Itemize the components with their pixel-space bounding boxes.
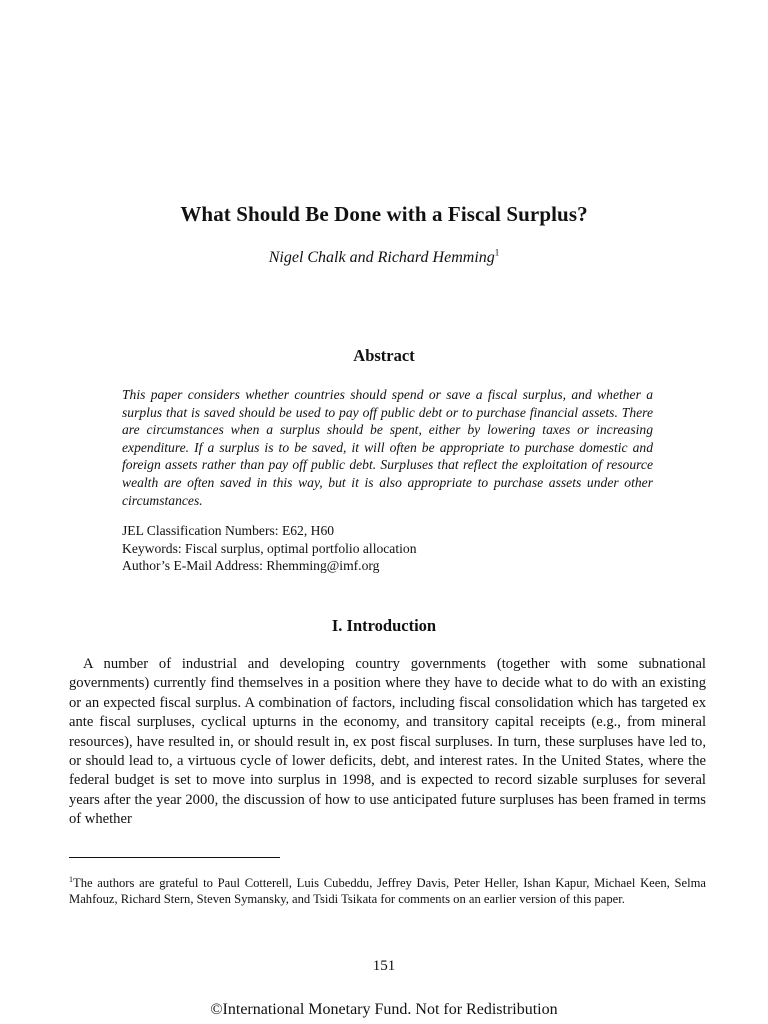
jel-classification: JEL Classification Numbers: E62, H60: [122, 523, 335, 538]
introduction-paragraph: A number of industrial and developing country governments (together with some subnational governments) currently find themselves in a position where they have to decide what to do with an existing or an expected fiscal surplus. A combination of factors, including fiscal consolidation which has targeted ex ante fiscal surpluses, cyclical upturns in the economy, and transitory capital receipts (e.g., from mineral resources), have resulted in, or should result in, ex post fiscal surpluses. In turn, these surpluses have led to, or should lead to, a virtuous cycle of lower deficits, debt, and interest rates. In the United States, where the federal budget is set to move into surplus in 1998, and is expected to record sizable surpluses for several years after the year 2000, the discussion of how to use anticipated future surpluses has been framed in terms of whether: [69, 656, 706, 828]
footnote-mark: 1: [69, 874, 73, 884]
keywords: Keywords: Fiscal surplus, optimal portfolio allocation: [122, 540, 417, 556]
author-footnote-mark: 1: [494, 247, 500, 258]
section-heading-introduction: I. Introduction: [331, 616, 437, 635]
copyright-notice: ©International Monetary Fund. Not for Redistribution: [210, 1001, 558, 1018]
author-line: [0, 249, 768, 267]
footnote-text: The authors are grateful to Paul Cotterell, Luis Cubeddu, Jeffrey Davis, Peter Heller, Ishan Kapur, Michael Keen, Selma Mahfouz, Richard Stern, Steven Symansky, and Tsidi Tsikata for comments on an earlier version of this paper.: [69, 876, 706, 907]
paper-title: What Should Be Done with a Fiscal Surplus?: [180, 202, 588, 226]
footnote-divider: [69, 857, 280, 858]
abstract-text: This paper considers whether countries should spend or save a fiscal surplus, and whether a surplus that is saved should be used to pay off public debt or to purchase financial assets. There are circumstances when a surplus should be spent, either by lowering taxes or increasing expenditure. If a surplus is to be saved, it will often be appropriate to purchase domestic and foreign assets rather than pay off public debt. Surpluses that reflect the exploitation of resource wealth are often saved in this way, but it is also appropriate to purchase assets under other circumstances.: [122, 387, 653, 508]
abstract-heading: Abstract: [353, 346, 415, 365]
author-names: Nigel Chalk and Richard Hemming: [268, 249, 495, 266]
paper-metadata: [122, 522, 653, 575]
page-number: 151: [372, 958, 396, 974]
author-email: Author’s E-Mail Address: Rhemming@imf.org: [122, 558, 380, 573]
footnote: [69, 875, 706, 908]
